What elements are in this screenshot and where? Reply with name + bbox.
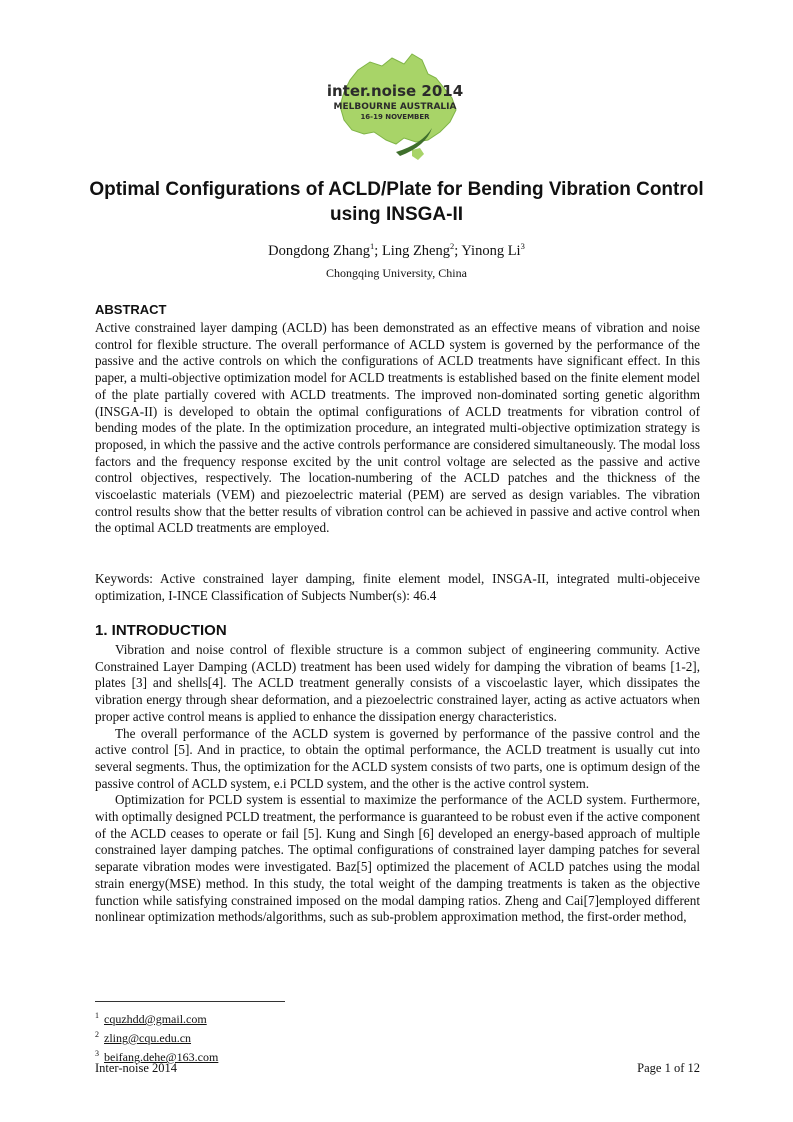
introduction-paragraph: Vibration and noise control of flexible structure is a common subject of engineering community. Active Constrained Layer Damping (ACLD) treatment has been used widely for damping the vibration of beams [1-2], plates [3] and shells[4]. The ACLD treatment generally consists of a viscoelastic layer, which dissipates the vibration energy through shear deformation, and a piezoelectric constrained layer, acting as active actuators when proper active control means is applied to enhance the dissipation energy characteristics. (95, 642, 700, 724)
introduction-body (95, 642, 700, 926)
footnote-email-link[interactable]: cquzhdd@gmail.com (104, 1012, 207, 1026)
conference-logo (300, 48, 490, 166)
footnote-mark: 2 (95, 1030, 99, 1039)
author-separator: ; (454, 242, 462, 259)
logo-line-2: MELBOURNE AUSTRALIA (333, 102, 457, 112)
author-name: Dongdong Zhang (268, 242, 371, 259)
footnote-email-link[interactable]: beifang.dehe@163.com (104, 1050, 219, 1064)
footer-page-number: Page 1 of 12 (637, 1061, 700, 1075)
footer-conference: Inter-noise 2014 (95, 1061, 178, 1075)
author-list (0, 241, 793, 260)
paper-title: Optimal Configurations of ACLD/Plate for Bending Vibration Control using INSGA-II (89, 179, 704, 225)
introduction-paragraph: The overall performance of the ACLD system is governed by performance of the passive control and the active control [5]. And in practice, to obtain the optimal performance, the ACLD treatment is usually cut into several segments. Thus, the optimization for the ACLD system consists of two parts, one is optimum design of the passive control of ACLD system, e.i PCLD system, and the other is the active control system. (95, 725, 700, 791)
footnotes (95, 1008, 218, 1065)
footnote-mark: 1 (95, 1011, 99, 1020)
author-name: Ling Zheng (381, 242, 450, 259)
introduction-heading: 1. INTRODUCTION (95, 622, 227, 639)
author-mark: 1 (370, 241, 375, 251)
author-mark: 3 (520, 241, 525, 251)
keywords: Keywords: Active constrained layer damping, finite element model, INSGA-II, integrated multi-objeceive optimization, I-INCE Classification of Subjects Number(s): 46.4 (95, 571, 700, 603)
introduction-paragraph: Optimization for PCLD system is essential to maximize the performance of the ACLD system. Furthermore, with optimally designed PCLD treatment, the performance is guaranteed to be robust even if the active component of the ACLD ceases to operate or fail [5]. Kung and Singh [6] developed an energy-based approach of multiple constrained layer damping patches. The optimal configurations of constrained layer damping patches for several separate vibration modes were investigated. Baz[5] optimized the placement of ACLD patches using the modal strain energy(MSE) method. In this study, the total weight of the damping treatments is taken as the objective function while satisfying constrained imposed on the modal damping ratios. Zheng and Cai[7]employed different nonlinear optimization methods/algorithms, such as sub-problem approximation method, the first-order method, (95, 792, 700, 925)
abstract-heading: ABSTRACT (95, 302, 167, 317)
logo-line-3: 16-19 NOVEMBER (360, 113, 430, 121)
footnote-rule (95, 1001, 285, 1002)
logo-line-1: inter.noise 2014 (326, 82, 464, 100)
abstract-text: Active constrained layer damping (ACLD) has been demonstrated as an effective means of vibration and noise control for flexible structure. The overall performance of ACLD system is governed by the performance of the passive and the active controls on which the configurations of ACLD treatments have significant effect. In this paper, a multi-objective optimization model for ACLD treatments is established based on the finite element model of the plate partially covered with ACLD treatments. The improved non-dominated sorting genetic algorithm (INSGA-II) is developed to obtain the optimal configurations of ACLD treatments for vibration control of bending modes of the plate. In the optimization procedure, an integrated multi-objective optimization strategy is proposed, in which the passive and the active controls performance are considered simultaneously. The modal loss factors and the frequency response excited by the unit control voltage are selected as the passive and active control objectives, respectively. The location-numbering of the ACLD patches and the thickness of the viscoelastic materials (VEM) and piezoelectric material (PEM) are served as design variables. The vibration control results show that the better results of vibration control can be achieved in passive and active control when the optimal ACLD treatments are employed. (95, 320, 700, 536)
author-mark: 2 (450, 241, 455, 251)
tasmania-shape (412, 148, 424, 160)
footnote (95, 1008, 218, 1027)
author-separator: ; (374, 242, 382, 259)
footnote-mark: 3 (95, 1049, 99, 1058)
author-name: Yinong Li (461, 242, 521, 259)
footnote-email-link[interactable]: zling@cqu.edu.cn (104, 1031, 192, 1045)
affiliation: Chongqing University, China (326, 266, 467, 280)
footnote (95, 1027, 218, 1046)
